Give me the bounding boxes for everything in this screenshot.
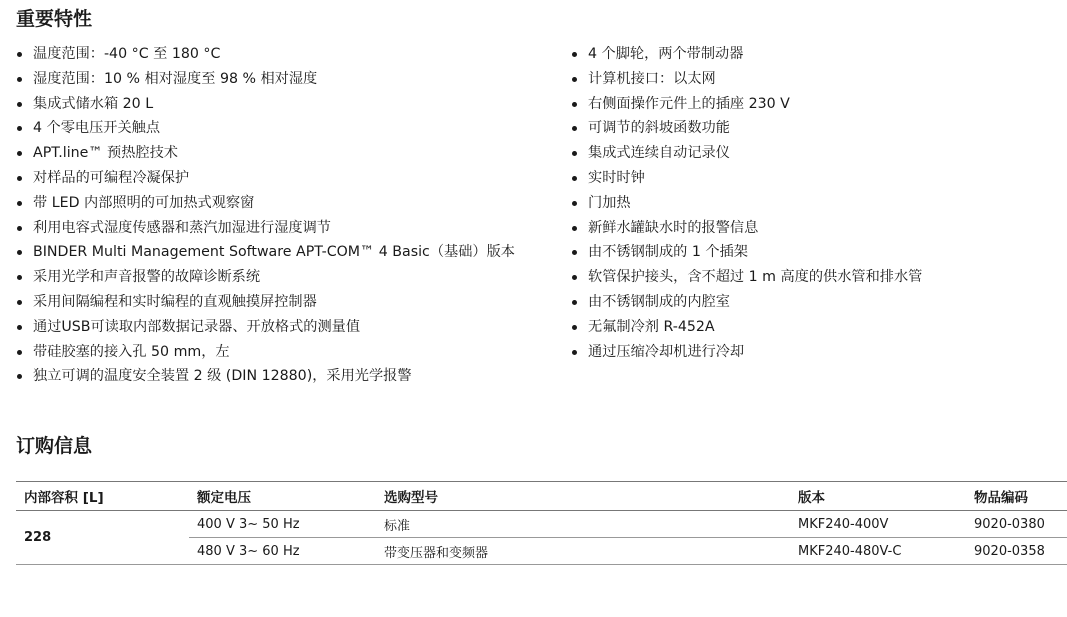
voltage-cell: 400 V 3~ 50 Hz	[189, 511, 376, 538]
feature-item: APT.line™ 预热腔技术	[16, 141, 556, 166]
feature-item: 软管保护接头，含不超过 1 m 高度的供水管和排水管	[571, 265, 1051, 290]
version-cell: MKF240-400V	[790, 511, 966, 538]
features-list-right	[571, 42, 1051, 364]
feature-item: 采用光学和声音报警的故障诊断系统	[16, 265, 556, 290]
feature-item: 门加热	[571, 191, 1051, 216]
feature-item: 可调节的斜坡函数功能	[571, 116, 1051, 141]
voltage-cell: 480 V 3~ 60 Hz	[189, 538, 376, 565]
feature-item: 实时时钟	[571, 166, 1051, 191]
version-cell: MKF240-480V-C	[790, 538, 966, 565]
feature-item: 集成式连续自动记录仪	[571, 141, 1051, 166]
feature-item: 右侧面操作元件上的插座 230 V	[571, 92, 1051, 117]
code-cell: 9020-0380	[966, 511, 1067, 538]
table-row	[16, 511, 1067, 538]
feature-item: 利用电容式湿度传感器和蒸汽加湿进行湿度调节	[16, 216, 556, 241]
option-cell: 带变压器和变频器	[376, 538, 790, 565]
feature-item: 温度范围：-40 °C 至 180 °C	[16, 42, 556, 67]
feature-item: 独立可调的温度安全装置 2 级 (DIN 12880)，采用光学报警	[16, 364, 556, 389]
code-cell: 9020-0358	[966, 538, 1067, 565]
feature-item: 由不锈钢制成的内腔室	[571, 290, 1051, 315]
feature-item: 新鲜水罐缺水时的报警信息	[571, 216, 1051, 241]
feature-item: 对样品的可编程冷凝保护	[16, 166, 556, 191]
feature-item: 带硅胶塞的接入孔 50 mm，左	[16, 340, 556, 365]
feature-item: 湿度范围：10 % 相对湿度至 98 % 相对湿度	[16, 67, 556, 92]
features-heading: 重要特性	[16, 8, 93, 30]
feature-item: 通过USB可读取内部数据记录器、开放格式的测量值	[16, 315, 556, 340]
column-header-capacity: 内部容积 [L]	[16, 482, 189, 511]
feature-item: 无氟制冷剂 R-452A	[571, 315, 1051, 340]
column-header-version: 版本	[790, 482, 966, 511]
order-table-header-row	[16, 482, 1067, 511]
feature-item: 计算机接口：以太网	[571, 67, 1051, 92]
feature-item: BINDER Multi Management Software APT-COM™ 4 Basic（基础）版本	[16, 240, 556, 265]
option-cell: 标准	[376, 511, 790, 538]
feature-item: 4 个脚轮，两个带制动器	[571, 42, 1051, 67]
feature-item: 集成式储水箱 20 L	[16, 92, 556, 117]
order-heading: 订购信息	[16, 435, 93, 457]
column-header-option: 选购型号	[376, 482, 790, 511]
order-table	[16, 481, 1067, 565]
feature-item: 由不锈钢制成的 1 个插架	[571, 240, 1051, 265]
feature-item: 采用间隔编程和实时编程的直观触摸屏控制器	[16, 290, 556, 315]
column-header-voltage: 额定电压	[189, 482, 376, 511]
column-header-code: 物品编码	[966, 482, 1067, 511]
feature-item: 通过压缩冷却机进行冷却	[571, 340, 1051, 365]
features-list-left	[16, 42, 556, 389]
feature-item: 4 个零电压开关触点	[16, 116, 556, 141]
feature-item: 带 LED 内部照明的可加热式观察窗	[16, 191, 556, 216]
capacity-cell: 228	[16, 511, 189, 565]
